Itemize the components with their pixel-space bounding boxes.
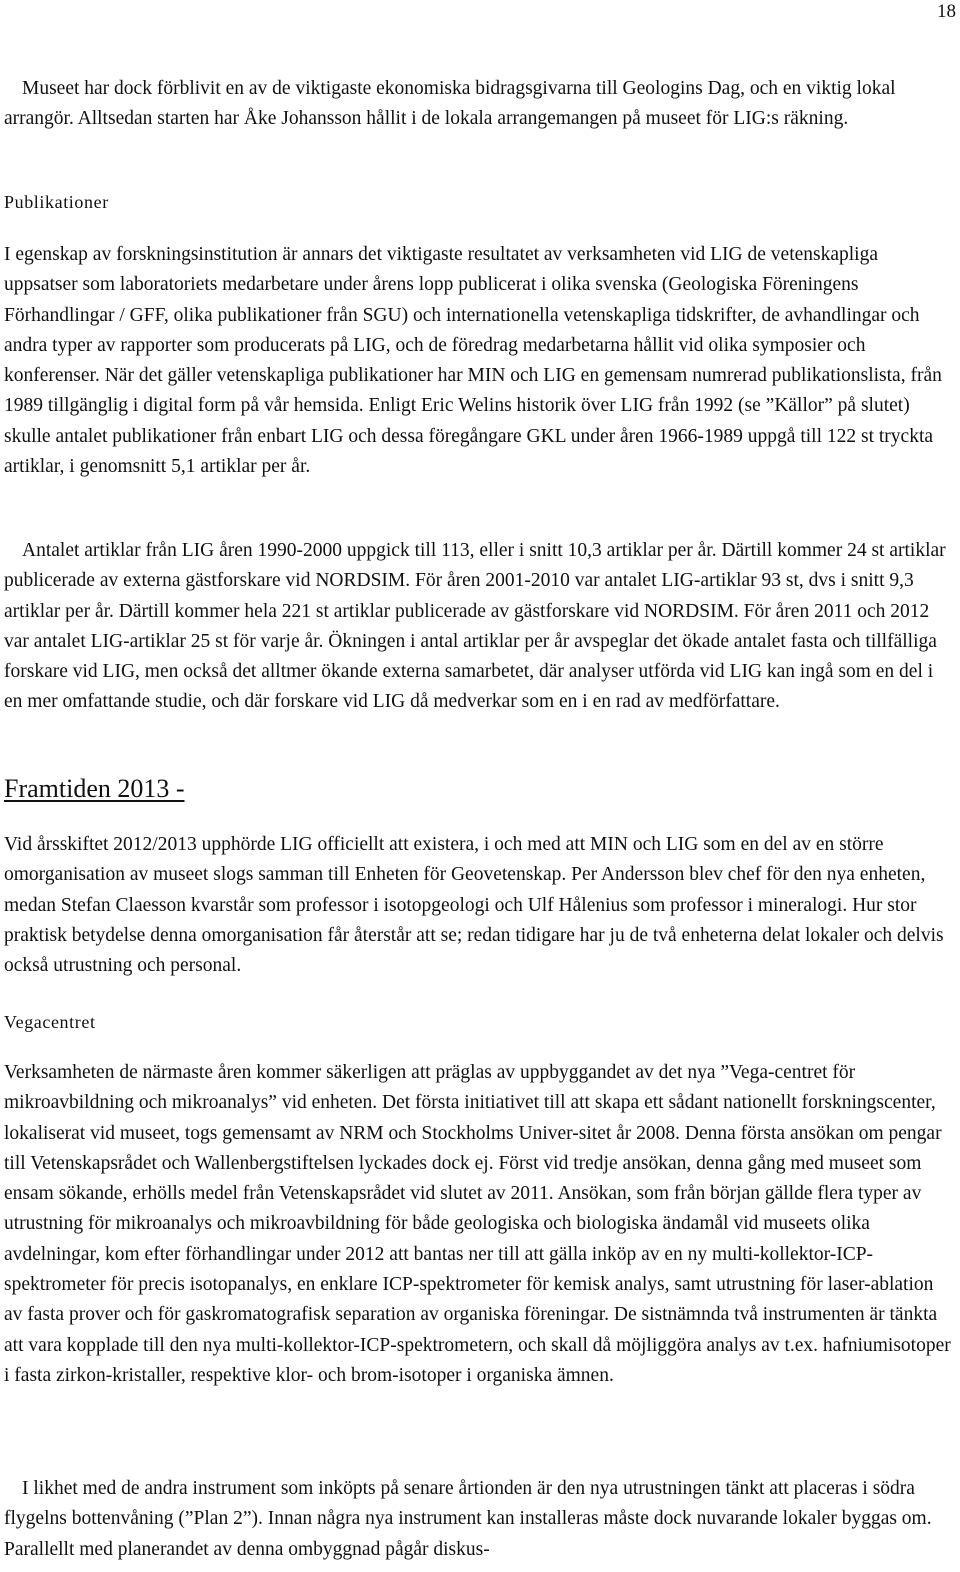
- intro-paragraph: [4, 74, 956, 135]
- publikationer-paragraph-2-text: Antalet artiklar från LIG åren 1990-2000 uppgick till 113, eller i snitt 10,3 artiklar per år. Därtill kommer 24 st artiklar publicerade av externa gästforskare vid NORDSIM. För åren 2001-2010 var antalet LIG-artiklar 93 st, dvs i snitt 9,3 artiklar per år. Därtill kommer hela 221 st artiklar publicerade av gästforskare vid NORDSIM. För åren 2011 och 2012 var antalet LIG-artiklar 25 st för varje år. Ökningen i antal artiklar per år avspeglar det ökade antalet fasta och tillfälliga forskare vid LIG, men också det alltmer ökande externa samarbetet, där analyser utförda vid LIG kan ingå som en del i en mer omfattande studie, och där forskare vid LIG då medverkar som en i en rad av medförfattare.: [4, 540, 946, 713]
- vegacentret-paragraph-2-text: I likhet med de andra instrument som inköpts på senare årtionden är den nya utrustningen tänkt att placeras i södra flygelns bottenvåning (”Plan 2”). Innan några nya instrument kan installeras måste dock nuvarande lokaler byggas om. Parallellt med planerandet av denna ombyggnad pågår diskus-: [4, 1478, 932, 1560]
- intro-rest: viktig lokal arrangör. Alltsedan starten har Åke Johansson hållit i de lokala arrangemangen på museet för LIG:s räkning.: [4, 78, 896, 130]
- framtiden-paragraph: Vid årsskiftet 2012/2013 upphörde LIG officiellt att existera, i och med att MIN och LIG som en del av en större omorganisation av museet slogs samman till Enheten för Geovetenskap. Per Andersson blev chef för den nya enheten, medan Stefan Claesson kvarstår som professor i isotopgeologi och Ulf Hålenius som professor i mineralogi. Hur stor praktisk betydelse denna omorganisation får återstår att se; redan tidigare har ju de två enheterna delat lokaler och delvis också utrustning och personal.: [4, 834, 944, 977]
- vegacentret-paragraph-1: Verksamheten de närmaste åren kommer säkerligen att präglas av uppbyggandet av det nya ”Vega-centret för mikroavbildning och mikroanalys” vid enheten. Det första initiativet till att skapa ett sådant nationellt forskningscenter, lokaliserat vid museet, togs gemensamt av NRM och Stockholms Univer-sitet år 2008. Denna första ansökan om pengar till Vetenskapsrådet och Wallenbergstiftelsen lyckades dock ej. Först vid tredje ansökan, denna gång med museet som ensam sökande, erhölls medel från Vetenskapsrådet vid slutet av 2011. Ansökan, som från början gällde flera typer av utrustning för mikroanalys och mikroavbildning för både geologiska och biologiska ändamål vid museets olika avdelningar, kom efter förhandlingar under 2012 att bantas ner till att gälla inköp av en ny multi-kollektor-ICP-spektrometer för precis isotopanalys, en enklare ICP-spektrometer för kemisk analys, samt utrustning för laser-ablation av fasta prover och för gaskromatografisk separation av organiska föreningar. De sistnämnda två instrumenten är tänkta att vara kopplade till den nya multi-kollektor-ICP-spektrometern, och skall då möjliggöra analys av t.ex. hafniumisotoper i fasta zirkon-kristaller, respektive klor- och brom-isotoper i organiska ämnen.: [4, 1062, 951, 1386]
- section-heading-vegacentret: Vegacentret: [4, 1012, 96, 1032]
- page-number: 18: [937, 1, 956, 22]
- vegacentret-paragraph-2: [4, 1474, 956, 1565]
- section-heading-framtiden: Framtiden 2013 -: [4, 774, 185, 803]
- publikationer-paragraph-2: [4, 536, 956, 718]
- section-heading-publikationer: Publikationer: [4, 192, 109, 212]
- intro-line-1: Museet har dock förblivit en av de viktigaste ekonomiska bidragsgivarna till Geologins Dag, och en: [22, 78, 802, 99]
- publikationer-paragraph-1: I egenskap av forskningsinstitution är annars det viktigaste resultatet av verksamheten vid LIG de vetenskapliga uppsatser som laboratoriets medarbetare under årens lopp publicerat i olika svenska (Geologiska Föreningens Förhandlingar / GFF, olika publikationer från SGU) och internationella vetenskapliga tidskrifter, de avhandlingar och andra typer av rapporter som producerats på LIG, och de föredrag medarbetarna hållit vid olika symposier och konferenser. När det gäller vetenskapliga publikationer har MIN och LIG en gemensam numrerad publikationslista, från 1989 tillgänglig i digital form på vår hemsida. Enligt Eric Welins historik över LIG från 1992 (se ”Källor” på slutet) skulle antalet publikationer från enbart LIG och dessa föregångare GKL under åren 1966-1989 uppgå till 122 st tryckta artiklar, i genomsnitt 5,1 artiklar per år.: [4, 244, 942, 478]
